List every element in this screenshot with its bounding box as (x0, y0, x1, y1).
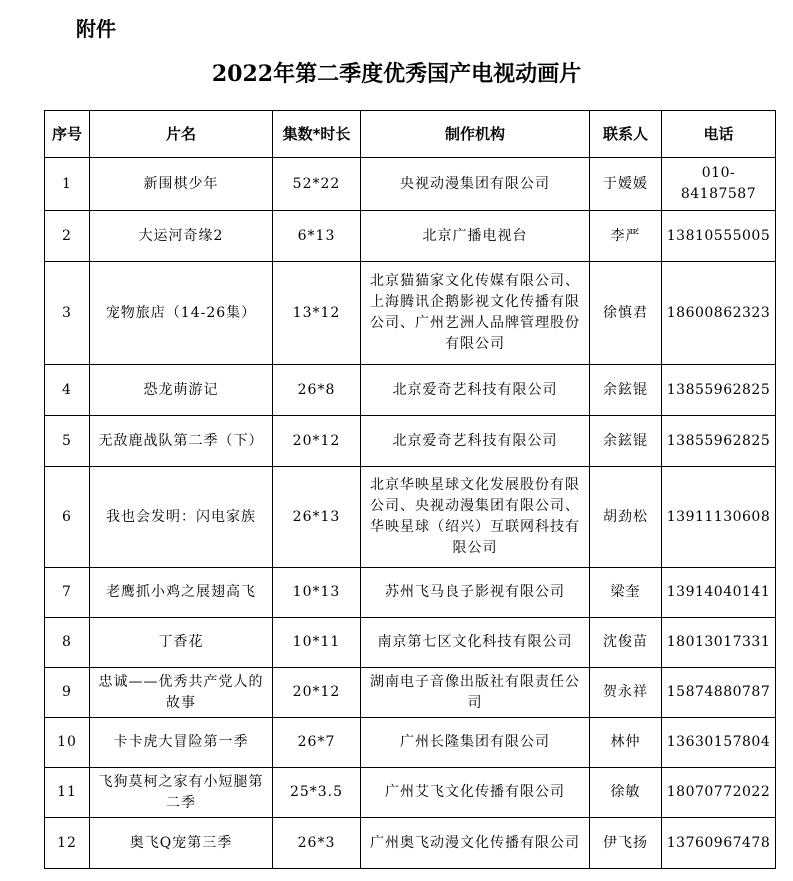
row-index: 2 (45, 211, 90, 262)
row-title: 恐龙萌游记 (90, 365, 273, 416)
row-episodes: 25*3.5 (273, 768, 361, 818)
row-phone: 13914040141 (662, 568, 776, 618)
row-episodes: 13*12 (273, 262, 361, 365)
row-contact: 李严 (590, 211, 662, 262)
row-phone: 13630157804 (662, 718, 776, 768)
row-index: 11 (45, 768, 90, 818)
table-row (45, 158, 776, 211)
row-index: 8 (45, 618, 90, 668)
header-title: 片名 (90, 111, 273, 158)
row-index: 10 (45, 718, 90, 768)
row-producer: 北京猫猫家文化传媒有限公司、上海腾讯企鹅影视文化传播有限公司、广州艺洲人品牌管理股份有限公司 (361, 262, 590, 365)
row-phone: 13810555005 (662, 211, 776, 262)
row-producer: 北京爱奇艺科技有限公司 (361, 416, 590, 467)
row-episodes: 20*12 (273, 668, 361, 718)
table-row (45, 365, 776, 416)
table-row (45, 818, 776, 869)
row-episodes: 10*11 (273, 618, 361, 668)
row-phone: 18070772022 (662, 768, 776, 818)
row-producer: 广州长隆集团有限公司 (361, 718, 590, 768)
row-index: 4 (45, 365, 90, 416)
header-contact: 联系人 (590, 111, 662, 158)
row-producer: 南京第七区文化科技有限公司 (361, 618, 590, 668)
row-contact: 余鉉锟 (590, 365, 662, 416)
header-phone: 电话 (662, 111, 776, 158)
row-title: 宠物旅店（14-26集） (90, 262, 273, 365)
row-phone: 15874880787 (662, 668, 776, 718)
row-index: 5 (45, 416, 90, 467)
row-episodes: 10*13 (273, 568, 361, 618)
row-contact: 胡劲松 (590, 467, 662, 568)
row-producer: 广州奥飞动漫文化传播有限公司 (361, 818, 590, 869)
row-index: 12 (45, 818, 90, 869)
row-index: 6 (45, 467, 90, 568)
table-header-row (45, 111, 776, 158)
row-episodes: 52*22 (273, 158, 361, 211)
row-contact: 沈俊苗 (590, 618, 662, 668)
row-episodes: 26*3 (273, 818, 361, 869)
attachment-label: 附件 (76, 17, 116, 41)
row-contact: 徐慎君 (590, 262, 662, 365)
row-producer: 央视动漫集团有限公司 (361, 158, 590, 211)
row-episodes: 26*8 (273, 365, 361, 416)
row-producer: 北京华映星球文化发展股份有限公司、央视动漫集团有限公司、华映星球（绍兴）互联网科技有限公司 (361, 467, 590, 568)
row-index: 9 (45, 668, 90, 718)
table-row (45, 568, 776, 618)
table-row (45, 262, 776, 365)
row-producer: 苏州飞马良子影视有限公司 (361, 568, 590, 618)
row-contact: 余鉉锟 (590, 416, 662, 467)
row-episodes: 6*13 (273, 211, 361, 262)
header-index: 序号 (45, 111, 90, 158)
row-phone: 13855962825 (662, 365, 776, 416)
table-row (45, 768, 776, 818)
row-phone: 13911130608 (662, 467, 776, 568)
row-episodes: 26*7 (273, 718, 361, 768)
row-phone: 18600862323 (662, 262, 776, 365)
row-title: 无敌鹿战队第二季（下） (90, 416, 273, 467)
header-producer: 制作机构 (361, 111, 590, 158)
row-index: 1 (45, 158, 90, 211)
row-title: 忠诚——优秀共产党人的故事 (90, 668, 273, 718)
row-contact: 伊飞扬 (590, 818, 662, 869)
award-table (44, 110, 776, 869)
row-contact: 梁奎 (590, 568, 662, 618)
header-episodes: 集数*时长 (273, 111, 361, 158)
row-producer: 北京爱奇艺科技有限公司 (361, 365, 590, 416)
row-title: 飞狗莫柯之家有小短腿第二季 (90, 768, 273, 818)
row-episodes: 20*12 (273, 416, 361, 467)
row-producer: 湖南电子音像出版社有限责任公司 (361, 668, 590, 718)
row-index: 7 (45, 568, 90, 618)
row-title: 卡卡虎大冒险第一季 (90, 718, 273, 768)
row-phone: 13855962825 (662, 416, 776, 467)
row-title: 我也会发明：闪电家族 (90, 467, 273, 568)
row-phone: 010-84187587 (662, 158, 776, 211)
row-producer: 北京广播电视台 (361, 211, 590, 262)
row-contact: 林仲 (590, 718, 662, 768)
row-title: 奥飞Q宠第三季 (90, 818, 273, 869)
row-title: 老鹰抓小鸡之展翅高飞 (90, 568, 273, 618)
document-title: 2022年第二季度优秀国产电视动画片 (211, 61, 582, 87)
row-contact: 徐敏 (590, 768, 662, 818)
row-title: 大运河奇缘2 (90, 211, 273, 262)
row-title: 新围棋少年 (90, 158, 273, 211)
table-row (45, 668, 776, 718)
row-contact: 贺永祥 (590, 668, 662, 718)
row-producer: 广州艾飞文化传播有限公司 (361, 768, 590, 818)
table-row (45, 467, 776, 568)
table-row (45, 618, 776, 668)
row-index: 3 (45, 262, 90, 365)
row-title: 丁香花 (90, 618, 273, 668)
table-row (45, 718, 776, 768)
table-row (45, 416, 776, 467)
row-phone: 18013017331 (662, 618, 776, 668)
row-contact: 于嫒媛 (590, 158, 662, 211)
table-row (45, 211, 776, 262)
row-episodes: 26*13 (273, 467, 361, 568)
row-phone: 13760967478 (662, 818, 776, 869)
